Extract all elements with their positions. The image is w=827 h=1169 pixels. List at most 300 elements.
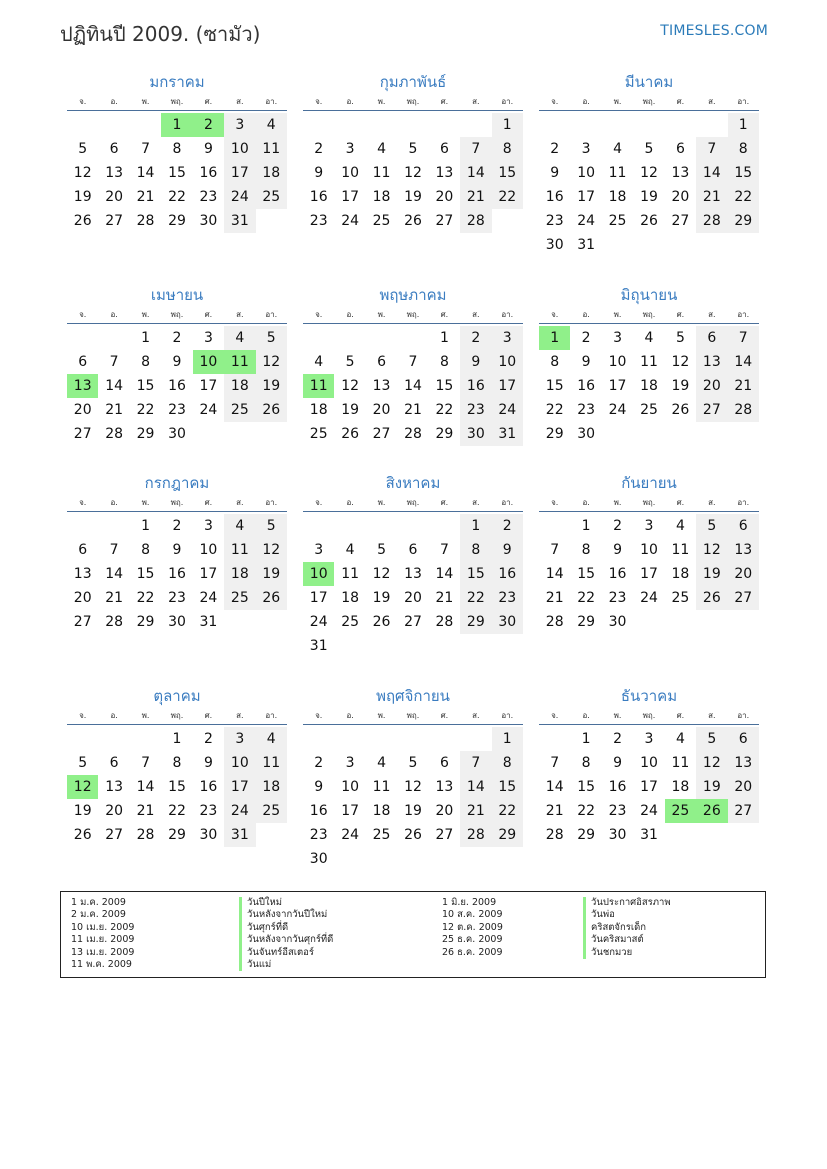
day-cell: 1 [439,330,449,346]
weekday-label: อ. [110,498,118,507]
brand-link[interactable]: TIMESLES.COM [660,23,768,39]
empty-cell [539,514,570,538]
day-cell: 20 [105,189,124,205]
day-cell: 12 [256,350,287,374]
weekday-label: พ. [613,711,622,720]
day-cell: 27 [105,213,124,229]
holiday-day-cell: 25 [665,799,696,823]
month-block [539,685,759,847]
month-name: มีนาคม [624,73,674,91]
day-cell: 3 [203,330,213,346]
day-cell: 27 [696,398,727,422]
weekday-label: อา. [501,498,514,507]
day-cell: 8 [581,542,591,558]
empty-cell [98,727,129,751]
day-cell: 30 [168,614,186,630]
day-cell: 25 [608,213,627,229]
empty-cell [633,113,664,137]
legend-holiday-name: วันศุกร์ที่ดี [239,922,333,934]
weekday-header [303,494,523,512]
day-cell: 6 [728,514,759,538]
day-cell: 24 [608,402,627,418]
weekday-label: ส. [708,498,716,507]
day-cell: 7 [550,542,560,558]
holiday-day-cell: 1 [161,113,192,137]
day-cell: 10 [224,137,255,161]
day-cell: 4 [224,514,255,538]
day-cell: 11 [671,542,690,558]
day-cell: 29 [577,614,596,630]
legend-holiday-name: วันปีใหม่ [239,897,333,909]
day-cell: 15 [136,378,155,394]
day-cell: 27 [73,426,92,442]
day-cell: 19 [341,402,360,418]
day-cell: 12 [696,538,727,562]
day-cell: 13 [105,165,124,181]
day-cell: 29 [136,614,155,630]
weekday-label: พฤ. [642,310,656,319]
day-cell: 28 [105,426,124,442]
day-cell: 7 [460,751,491,775]
legend-left-dates [71,897,134,971]
month-block [539,71,759,257]
day-cell: 8 [550,354,560,370]
day-cell: 15 [435,378,454,394]
day-cell: 1 [492,727,523,751]
day-cell: 6 [408,542,418,558]
empty-cell [602,113,633,137]
day-cell: 27 [73,614,92,630]
day-cell: 1 [728,113,759,137]
weekday-label: อา. [501,310,514,319]
weekday-header [303,707,523,725]
day-cell: 30 [608,614,627,630]
day-cell: 8 [172,755,182,771]
day-cell: 22 [136,402,155,418]
weekday-label: ศ. [204,711,213,720]
empty-cell [67,326,98,350]
weekday-label: จ. [79,711,87,720]
day-cell: 19 [640,189,658,205]
day-cell: 10 [224,751,255,775]
weekday-label: อา. [265,711,278,720]
day-cell: 23 [545,213,564,229]
weekday-header [539,707,759,725]
month-name: กุมภาพันธ์ [379,73,447,91]
weekday-label: อ. [110,97,118,106]
day-cell: 23 [168,402,186,418]
weekday-header [67,707,287,725]
weekday-label: อ. [582,310,590,319]
day-cell: 6 [78,542,88,558]
day-cell: 21 [136,803,155,819]
weekday-header [539,93,759,111]
day-cell: 19 [671,378,690,394]
legend-holiday-name: วันชกมวย [583,947,671,959]
day-cell: 11 [372,165,391,181]
day-cell: 29 [136,426,155,442]
day-cell: 28 [136,827,155,843]
day-cell: 9 [492,538,523,562]
weekday-header [67,494,287,512]
day-cell: 12 [341,378,360,394]
day-cell: 17 [608,378,627,394]
weekday-label: อ. [346,711,354,720]
weekday-label: ส. [236,498,244,507]
day-cell: 21 [435,590,454,606]
day-cell: 25 [224,586,255,610]
day-cell: 3 [345,755,355,771]
day-cell: 22 [577,590,596,606]
day-cell: 16 [309,803,328,819]
weekday-label: พ. [377,498,386,507]
day-cell: 28 [545,827,564,843]
day-cell: 18 [671,779,690,795]
day-cell: 4 [314,354,324,370]
day-cell: 17 [309,590,328,606]
day-cell: 2 [314,141,324,157]
day-cell: 25 [341,614,360,630]
day-cell: 21 [728,374,759,398]
day-cell: 16 [199,165,218,181]
day-cell: 28 [545,614,564,630]
empty-cell [303,727,334,751]
day-cell: 26 [404,827,422,843]
day-cell: 28 [136,213,155,229]
day-cell: 26 [671,402,690,418]
day-cell: 30 [545,237,564,253]
day-cell: 21 [545,803,564,819]
day-cell: 24 [199,402,218,418]
day-cell: 30 [492,610,523,634]
legend-date: 11 พ.ค. 2009 [71,959,132,971]
day-cell: 5 [696,514,727,538]
day-cell: 9 [203,755,213,771]
day-cell: 20 [372,402,391,418]
day-cell: 21 [404,402,422,418]
day-cell: 26 [73,827,92,843]
day-cell: 29 [577,827,596,843]
weekday-label: ส. [472,97,480,106]
month-name: ธันวาคม [620,687,678,705]
day-cell: 7 [728,326,759,350]
day-cell: 8 [439,354,449,370]
day-cell: 8 [581,755,591,771]
day-cell: 20 [404,590,422,606]
weekday-label: พฤ. [406,498,420,507]
day-cell: 29 [492,823,523,847]
weekday-label: ส. [236,97,244,106]
empty-cell [130,727,161,751]
day-cell: 1 [172,731,182,747]
weekday-label: จ. [79,310,87,319]
month-name: พฤษภาคม [379,286,447,304]
day-cell: 30 [199,827,218,843]
day-cell: 16 [199,779,218,795]
day-cell: 2 [550,141,560,157]
day-cell: 12 [404,165,422,181]
weekday-label: ศ. [676,711,685,720]
day-cell: 13 [435,779,454,795]
day-cell: 7 [109,542,119,558]
day-cell: 27 [105,827,124,843]
day-cell: 6 [728,727,759,751]
days-grid [303,727,523,871]
day-cell: 22 [577,803,596,819]
day-cell: 30 [168,426,186,442]
empty-cell [366,514,397,538]
day-cell: 18 [640,378,658,394]
day-cell: 14 [545,779,564,795]
weekday-label: ศ. [440,97,449,106]
weekday-label: ส. [236,711,244,720]
day-cell: 19 [73,189,92,205]
legend-date: 10 เม.ย. 2009 [71,921,135,933]
day-cell: 31 [640,827,658,843]
weekday-label: พ. [613,498,622,507]
day-cell: 28 [696,209,727,233]
days-grid [303,326,523,446]
day-cell: 4 [675,518,685,534]
day-cell: 22 [728,185,759,209]
empty-cell [460,113,491,137]
holiday-day-cell: 1 [539,326,570,350]
day-cell: 9 [314,165,324,181]
day-cell: 21 [105,590,124,606]
weekday-header [67,93,287,111]
day-cell: 22 [168,189,186,205]
day-cell: 29 [728,209,759,233]
days-grid [67,727,287,847]
day-cell: 23 [460,398,491,422]
day-cell: 30 [608,827,627,843]
day-cell: 21 [545,590,564,606]
day-cell: 25 [372,827,391,843]
day-cell: 26 [372,614,391,630]
day-cell: 20 [73,590,92,606]
day-cell: 8 [492,751,523,775]
day-cell: 26 [640,213,658,229]
holiday-day-cell: 2 [193,113,224,137]
weekday-label: ศ. [676,310,685,319]
empty-cell [539,113,570,137]
day-cell: 18 [224,374,255,398]
day-cell: 24 [199,590,218,606]
days-grid [303,113,523,233]
day-cell: 17 [577,189,596,205]
legend-holiday-name: วันจันทร์อีสเตอร์ [239,947,333,959]
day-cell: 15 [577,566,596,582]
day-cell: 15 [168,779,186,795]
day-cell: 26 [696,586,727,610]
weekday-label: พ. [141,711,150,720]
empty-cell [67,727,98,751]
day-cell: 22 [136,590,155,606]
weekday-label: อ. [110,711,118,720]
day-cell: 5 [408,755,418,771]
day-cell: 15 [577,779,596,795]
day-cell: 29 [168,827,186,843]
day-cell: 1 [581,731,591,747]
weekday-label: พ. [141,97,150,106]
weekday-label: พ. [613,97,622,106]
day-cell: 5 [78,141,88,157]
weekday-label: อ. [346,498,354,507]
day-cell: 4 [345,542,355,558]
day-cell: 20 [105,803,124,819]
day-cell: 16 [545,189,564,205]
day-cell: 8 [492,137,523,161]
holiday-day-cell: 10 [303,562,334,586]
month-block [303,472,523,658]
day-cell: 20 [696,374,727,398]
weekday-label: อา. [501,97,514,106]
day-cell: 2 [172,518,182,534]
weekday-label: อ. [582,711,590,720]
day-cell: 1 [141,518,151,534]
day-cell: 13 [404,566,422,582]
holiday-day-cell: 11 [224,350,255,374]
weekday-label: จ. [79,498,87,507]
day-cell: 8 [728,137,759,161]
day-cell: 12 [640,165,658,181]
weekday-label: อา. [265,498,278,507]
empty-cell [429,514,460,538]
day-cell: 20 [728,775,759,799]
day-cell: 3 [613,330,623,346]
days-grid [539,113,759,257]
weekday-label: อ. [582,97,590,106]
weekday-label: พ. [613,310,622,319]
month-name: เมษายน [150,286,204,304]
day-cell: 24 [224,185,255,209]
day-cell: 18 [608,189,627,205]
empty-cell [460,727,491,751]
day-cell: 12 [372,566,391,582]
month-block [303,71,523,233]
empty-cell [303,326,334,350]
empty-cell [397,727,428,751]
day-cell: 20 [73,402,92,418]
day-cell: 31 [577,237,596,253]
weekday-label: อา. [265,97,278,106]
day-cell: 13 [372,378,391,394]
day-cell: 4 [675,731,685,747]
day-cell: 6 [439,141,449,157]
day-cell: 8 [141,354,151,370]
weekday-header [303,93,523,111]
day-cell: 18 [372,189,391,205]
day-cell: 20 [728,562,759,586]
day-cell: 27 [728,799,759,823]
day-cell: 19 [256,562,287,586]
empty-cell [98,326,129,350]
empty-cell [397,113,428,137]
legend-date: 1 ม.ค. 2009 [71,897,126,908]
day-cell: 24 [341,213,360,229]
day-cell: 17 [199,566,218,582]
day-cell: 28 [460,823,491,847]
weekday-label: ส. [708,310,716,319]
weekday-label: จ. [551,711,559,720]
day-cell: 23 [608,803,627,819]
day-cell: 18 [256,161,287,185]
day-cell: 31 [224,209,255,233]
weekday-label: พฤ. [170,498,184,507]
holiday-day-cell: 13 [67,374,98,398]
day-cell: 18 [256,775,287,799]
day-cell: 24 [577,213,596,229]
empty-cell [98,113,129,137]
day-cell: 4 [644,330,654,346]
day-cell: 5 [78,755,88,771]
days-grid [539,514,759,634]
day-cell: 4 [377,755,387,771]
day-cell: 20 [435,189,454,205]
day-cell: 7 [141,141,151,157]
weekday-label: พฤ. [642,711,656,720]
month-block [67,284,287,446]
day-cell: 31 [309,638,328,654]
day-cell: 25 [372,213,391,229]
day-cell: 22 [168,803,186,819]
day-cell: 26 [404,213,422,229]
empty-cell [334,514,365,538]
day-cell: 28 [460,209,491,233]
day-cell: 14 [105,566,124,582]
legend-right-names [583,897,671,959]
weekday-label: ส. [472,498,480,507]
legend-holiday-name: วันหลังจากวันปีใหม่ [239,909,333,921]
day-cell: 16 [168,378,186,394]
day-cell: 3 [224,113,255,137]
day-cell: 25 [309,426,328,442]
holiday-day-cell: 11 [303,374,334,398]
day-cell: 16 [460,374,491,398]
day-cell: 5 [408,141,418,157]
day-cell: 27 [671,213,690,229]
day-cell: 30 [309,851,328,867]
days-grid [539,326,759,446]
day-cell: 20 [671,189,690,205]
day-cell: 24 [640,803,658,819]
day-cell: 8 [141,542,151,558]
legend-holiday-name: วันแม่ [239,959,333,971]
day-cell: 28 [435,614,454,630]
day-cell: 13 [671,165,690,181]
weekday-label: ศ. [440,498,449,507]
legend-holiday-name: วันประกาศอิสรภาพ [583,897,671,909]
legend-date: 2 ม.ค. 2009 [71,909,126,921]
empty-cell [397,514,428,538]
weekday-header [539,494,759,512]
day-cell: 2 [613,731,623,747]
empty-cell [366,727,397,751]
day-cell: 6 [439,755,449,771]
day-cell: 13 [435,165,454,181]
day-cell: 6 [675,141,685,157]
day-cell: 10 [608,354,627,370]
empty-cell [67,113,98,137]
day-cell: 25 [640,402,658,418]
day-cell: 23 [199,189,218,205]
weekday-label: อ. [346,97,354,106]
day-cell: 23 [168,590,186,606]
day-cell: 27 [435,827,454,843]
day-cell: 17 [224,775,255,799]
weekday-label: อา. [265,310,278,319]
day-cell: 13 [728,538,759,562]
